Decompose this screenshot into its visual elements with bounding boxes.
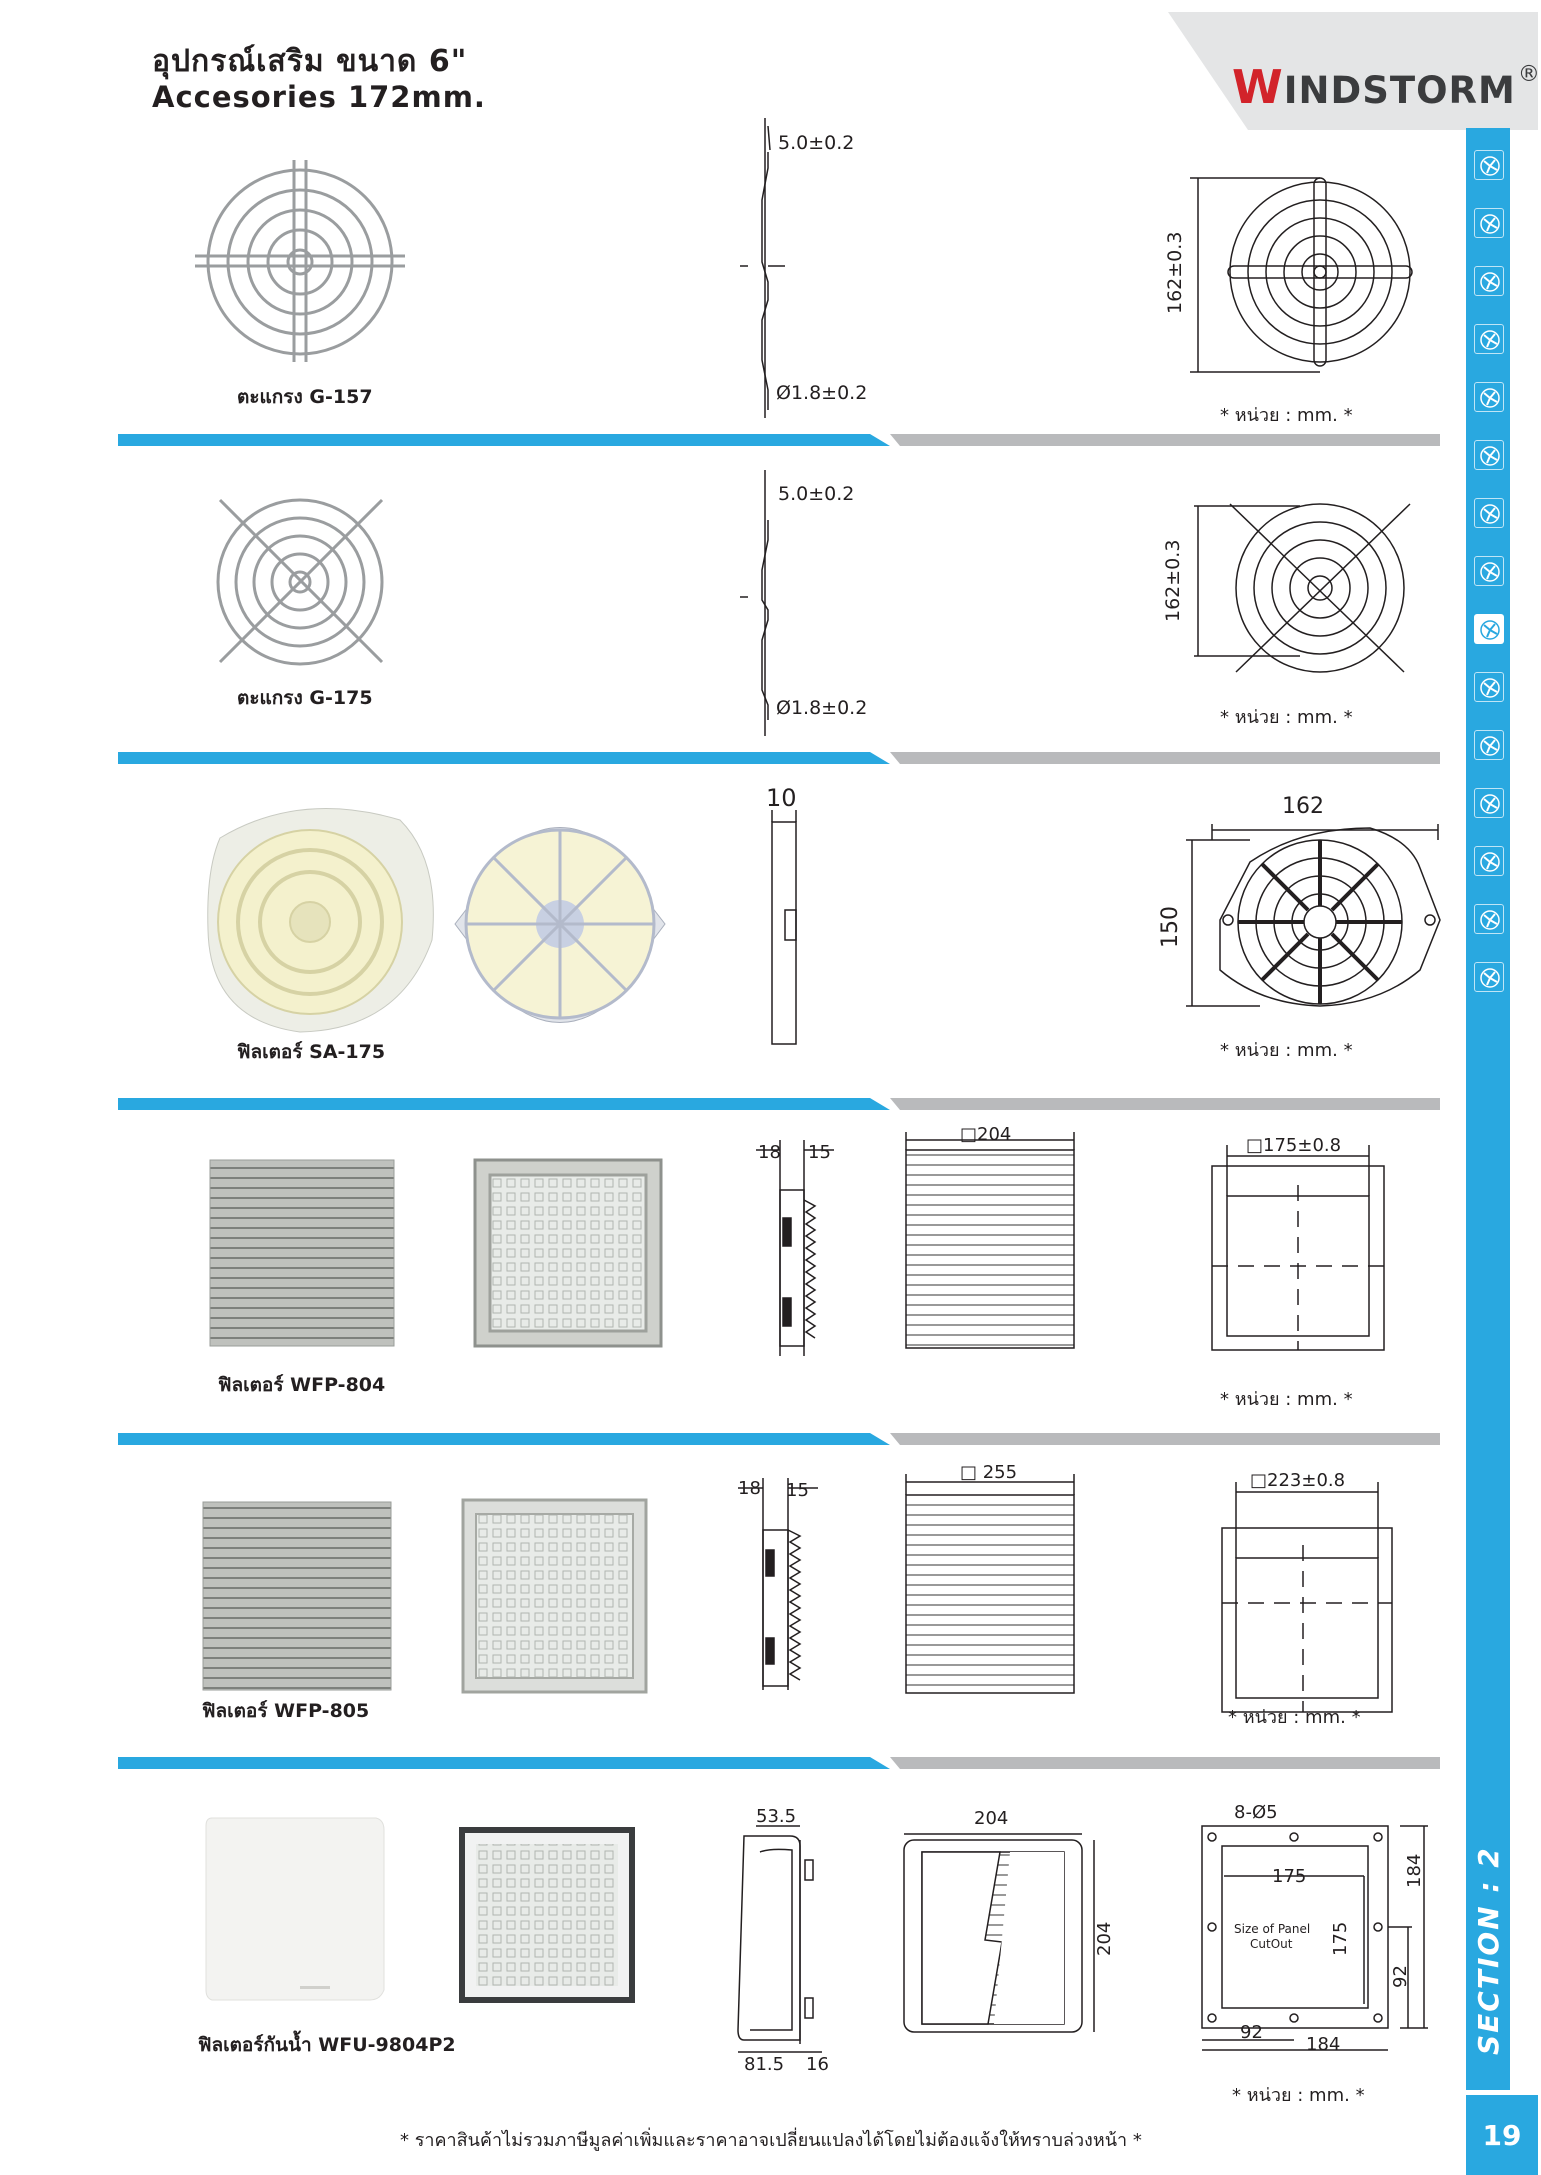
wfu-panel-text-1: Size of Panel xyxy=(1234,1922,1311,1936)
g157-front-view xyxy=(1190,178,1412,372)
g175-side-view xyxy=(740,470,768,736)
wfu-photo-back xyxy=(462,1830,632,2000)
wfu-dim-half-width: 92 xyxy=(1240,2022,1263,2043)
wfp805-cutout xyxy=(1222,1482,1392,1712)
page-title-thai: อุปกรณ์เสริม ขนาด 6" xyxy=(152,44,468,79)
sa175-dim-width: 162 xyxy=(1282,794,1324,819)
product-label-g157: ตะแกรง G-157 xyxy=(237,386,373,408)
page-title-english: Accesories 172mm. xyxy=(152,80,486,114)
wfu-dim-outer-height: 184 xyxy=(1404,1853,1425,1888)
wfu-dim-cut-height: 175 xyxy=(1330,1921,1351,1956)
wfp805-side-view xyxy=(738,1478,818,1690)
wfu-dim-outer-width: 184 xyxy=(1306,2034,1341,2055)
wfu-panel-cutout xyxy=(1202,1826,1428,2050)
divider-2 xyxy=(118,752,1440,764)
wfp805-grille xyxy=(906,1474,1074,1693)
wfu-dim-half-height: 92 xyxy=(1390,1965,1411,1988)
g175-photo xyxy=(218,500,382,664)
g175-front-view xyxy=(1194,504,1410,672)
wfp804-dim-a: 18 xyxy=(758,1142,781,1163)
divider-1 xyxy=(118,434,1440,446)
page-number: 19 xyxy=(1466,2095,1538,2175)
wfu-dim-d2: 16 xyxy=(806,2054,829,2075)
sa175-dim-height: 150 xyxy=(1158,906,1183,948)
divider-5 xyxy=(118,1757,1440,1769)
price-disclaimer: * ราคาสินค้าไม่รวมภาษีมูลค่าเพิ่มและราคาอาจเปลี่ยนแปลงได้โดยไม่ต้องแจ้งให้ทราบล่วงหน้า * xyxy=(400,2130,1142,2151)
sa175-dim-thickness: 10 xyxy=(766,784,797,812)
wfp805-photo-front xyxy=(203,1502,391,1690)
wfp804-dim-square: □204 xyxy=(960,1124,1012,1145)
g175-dim-top: 5.0±0.2 xyxy=(778,483,855,505)
wfp804-photo-back xyxy=(475,1160,661,1346)
product-label-g175: ตะแกรง G-175 xyxy=(237,687,373,709)
divider-4 xyxy=(118,1433,1440,1445)
g157-side-view xyxy=(740,118,785,418)
g175-unit-note: * หน่วย : mm. * xyxy=(1220,707,1353,728)
brand-logo: WINDSTORM® xyxy=(1232,60,1541,114)
wfp804-side-view xyxy=(756,1140,834,1356)
sa175-unit-note: * หน่วย : mm. * xyxy=(1220,1040,1353,1061)
wfp804-dim-b: 15 xyxy=(808,1142,831,1163)
wfu-dim-width: 204 xyxy=(974,1808,1009,1829)
sa175-side-view xyxy=(772,810,796,1044)
wfp804-cutout xyxy=(1212,1145,1384,1350)
wfp804-unit-note: * หน่วย : mm. * xyxy=(1220,1389,1353,1410)
wfu-dim-holes: 8-Ø5 xyxy=(1234,1802,1278,1823)
wfu-dim-height: 204 xyxy=(1094,1921,1115,1956)
sa175-photo-back xyxy=(455,828,665,1023)
wfp805-dim-b: 15 xyxy=(786,1480,809,1501)
wfp805-dim-cutout: □223±0.8 xyxy=(1250,1470,1346,1491)
g175-dim-bottom: Ø1.8±0.2 xyxy=(776,697,868,719)
g157-dim-height: 162±0.3 xyxy=(1164,231,1186,314)
wfp805-dim-square: □ 255 xyxy=(960,1462,1018,1483)
wfu-front-view xyxy=(904,1834,1094,2032)
wfp805-photo-back xyxy=(463,1500,646,1692)
wfp804-dim-cutout: □175±0.8 xyxy=(1246,1135,1342,1156)
product-label-wfp805: ฟิลเตอร์ WFP-805 xyxy=(202,1700,370,1722)
g157-dim-bottom: Ø1.8±0.2 xyxy=(776,382,868,404)
wfu-dim-depth: 53.5 xyxy=(756,1806,797,1827)
product-label-wfp804: ฟิลเตอร์ WFP-804 xyxy=(218,1374,386,1396)
wfp804-photo-front xyxy=(210,1160,394,1346)
wfu-dim-cut-width: 175 xyxy=(1272,1866,1307,1887)
sa175-photo-front xyxy=(208,808,434,1032)
g157-photo xyxy=(195,160,405,362)
wfp805-dim-a: 18 xyxy=(738,1478,761,1499)
wfu-dim-d1: 81.5 xyxy=(744,2054,785,2075)
divider-3 xyxy=(118,1098,1440,1110)
wfu-panel-text-2: CutOut xyxy=(1250,1937,1293,1951)
product-label-sa175: ฟิลเตอร์ SA-175 xyxy=(237,1041,386,1063)
product-label-wfu9804p2: ฟิลเตอร์กันน้ำ WFU-9804P2 xyxy=(198,2034,456,2056)
section-label: SECTION : 2 xyxy=(1472,1846,1505,2055)
sa175-front-view xyxy=(1186,824,1440,1006)
wfu-unit-note: * หน่วย : mm. * xyxy=(1232,2085,1365,2106)
wfp804-grille xyxy=(906,1132,1074,1348)
wfu-side-view xyxy=(738,1826,822,2052)
g157-dim-top: 5.0±0.2 xyxy=(778,132,855,154)
wfu-photo-front xyxy=(206,1818,384,2000)
g157-unit-note: * หน่วย : mm. * xyxy=(1220,405,1353,426)
g175-dim-height: 162±0.3 xyxy=(1162,539,1184,622)
wfp805-unit-note: * หน่วย : mm. * xyxy=(1228,1707,1361,1728)
